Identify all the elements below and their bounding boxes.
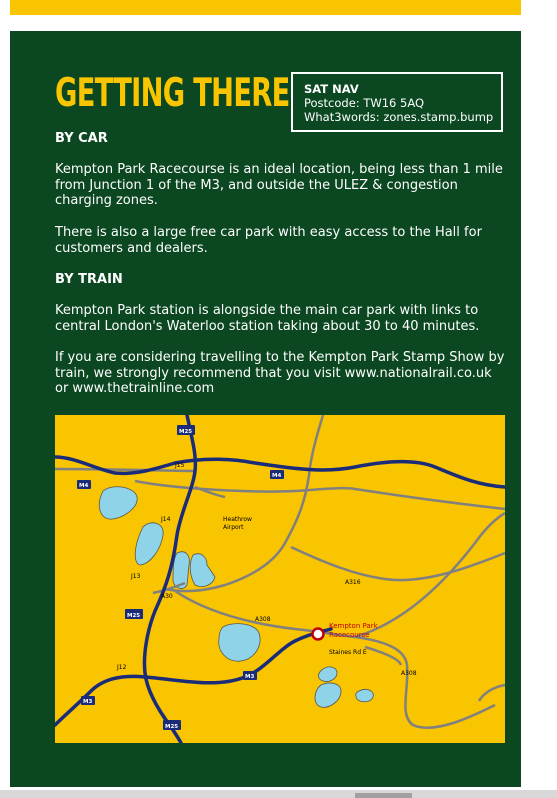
location-map <box>55 415 505 743</box>
road-badge-m4-left <box>77 480 91 489</box>
by-train-heading: BY TRAIN <box>55 272 123 287</box>
svg-text:M25: M25 <box>165 724 179 730</box>
motorways <box>55 415 505 743</box>
road-badge-m3-left <box>81 696 95 705</box>
kempton-park-marker <box>313 622 379 640</box>
a-roads <box>55 415 505 728</box>
by-car-paragraph-1: Kempton Park Racecourse is an ideal location, being less than 1 mile from Junction 1 of the M3, and outside the ULEZ & congestion charging zones. <box>55 162 503 208</box>
a308-label-top: A308 <box>255 616 271 623</box>
a316-label: A316 <box>345 579 361 586</box>
junction-j14-label: J14 <box>161 516 171 523</box>
junction-j12-label: J12 <box>117 664 127 671</box>
junction-j15-label: J15 <box>175 462 185 469</box>
sat-nav-what3words: What3words: zones.stamp.bump <box>304 110 494 124</box>
getting-there-panel <box>10 31 521 787</box>
page-title: GETTING THERE <box>55 71 290 116</box>
heathrow-label-line2: Airport <box>223 524 244 531</box>
sat-nav-title: SAT NAV <box>304 82 359 96</box>
road-badge-m25-bottom <box>163 720 181 730</box>
heathrow-label-line1: Heathrow <box>223 516 252 523</box>
by-car-paragraph-2: There is also a large free car park with easy access to the Hall for customers and dealers. <box>55 225 482 256</box>
a308-label-right: A308 <box>401 670 417 677</box>
svg-text:M3: M3 <box>83 699 93 705</box>
a30-label: A30 <box>161 593 173 600</box>
svg-text:M4: M4 <box>79 483 89 489</box>
svg-text:M25: M25 <box>127 613 141 619</box>
svg-text:M3: M3 <box>245 674 255 680</box>
sat-nav-postcode: Postcode: TW16 5AQ <box>304 96 425 110</box>
marker-label-line1: Kempton Park <box>329 622 378 630</box>
junction-j13-label: J13 <box>131 573 141 580</box>
sat-nav-box <box>291 72 503 132</box>
road-badge-m4-right <box>270 470 284 479</box>
horizontal-scrollbar[interactable] <box>0 790 557 798</box>
by-train-paragraph-2: If you are considering travelling to the Kempton Park Stamp Show by train, we strongly recommend that you visit www.nationalrail.co.uk or www.thetrainline.com <box>55 350 505 396</box>
location-pin-icon <box>313 629 324 640</box>
by-train-paragraph-1: Kempton Park station is alongside the main car park with links to central London's Waterloo station taking about 30 to 40 minutes. <box>55 303 480 334</box>
svg-text:M25: M25 <box>179 429 193 435</box>
road-badge-m25-top <box>177 425 195 435</box>
scrollbar-thumb[interactable] <box>355 793 412 798</box>
svg-text:M4: M4 <box>272 473 282 479</box>
road-badge-m3-mid <box>243 671 257 680</box>
marker-label-line2: Racecourse <box>329 631 370 639</box>
by-car-heading: BY CAR <box>55 131 108 146</box>
staines-road-label: Staines Rd E <box>329 649 367 656</box>
road-badge-m25-mid <box>125 609 143 619</box>
top-yellow-band <box>10 0 521 15</box>
